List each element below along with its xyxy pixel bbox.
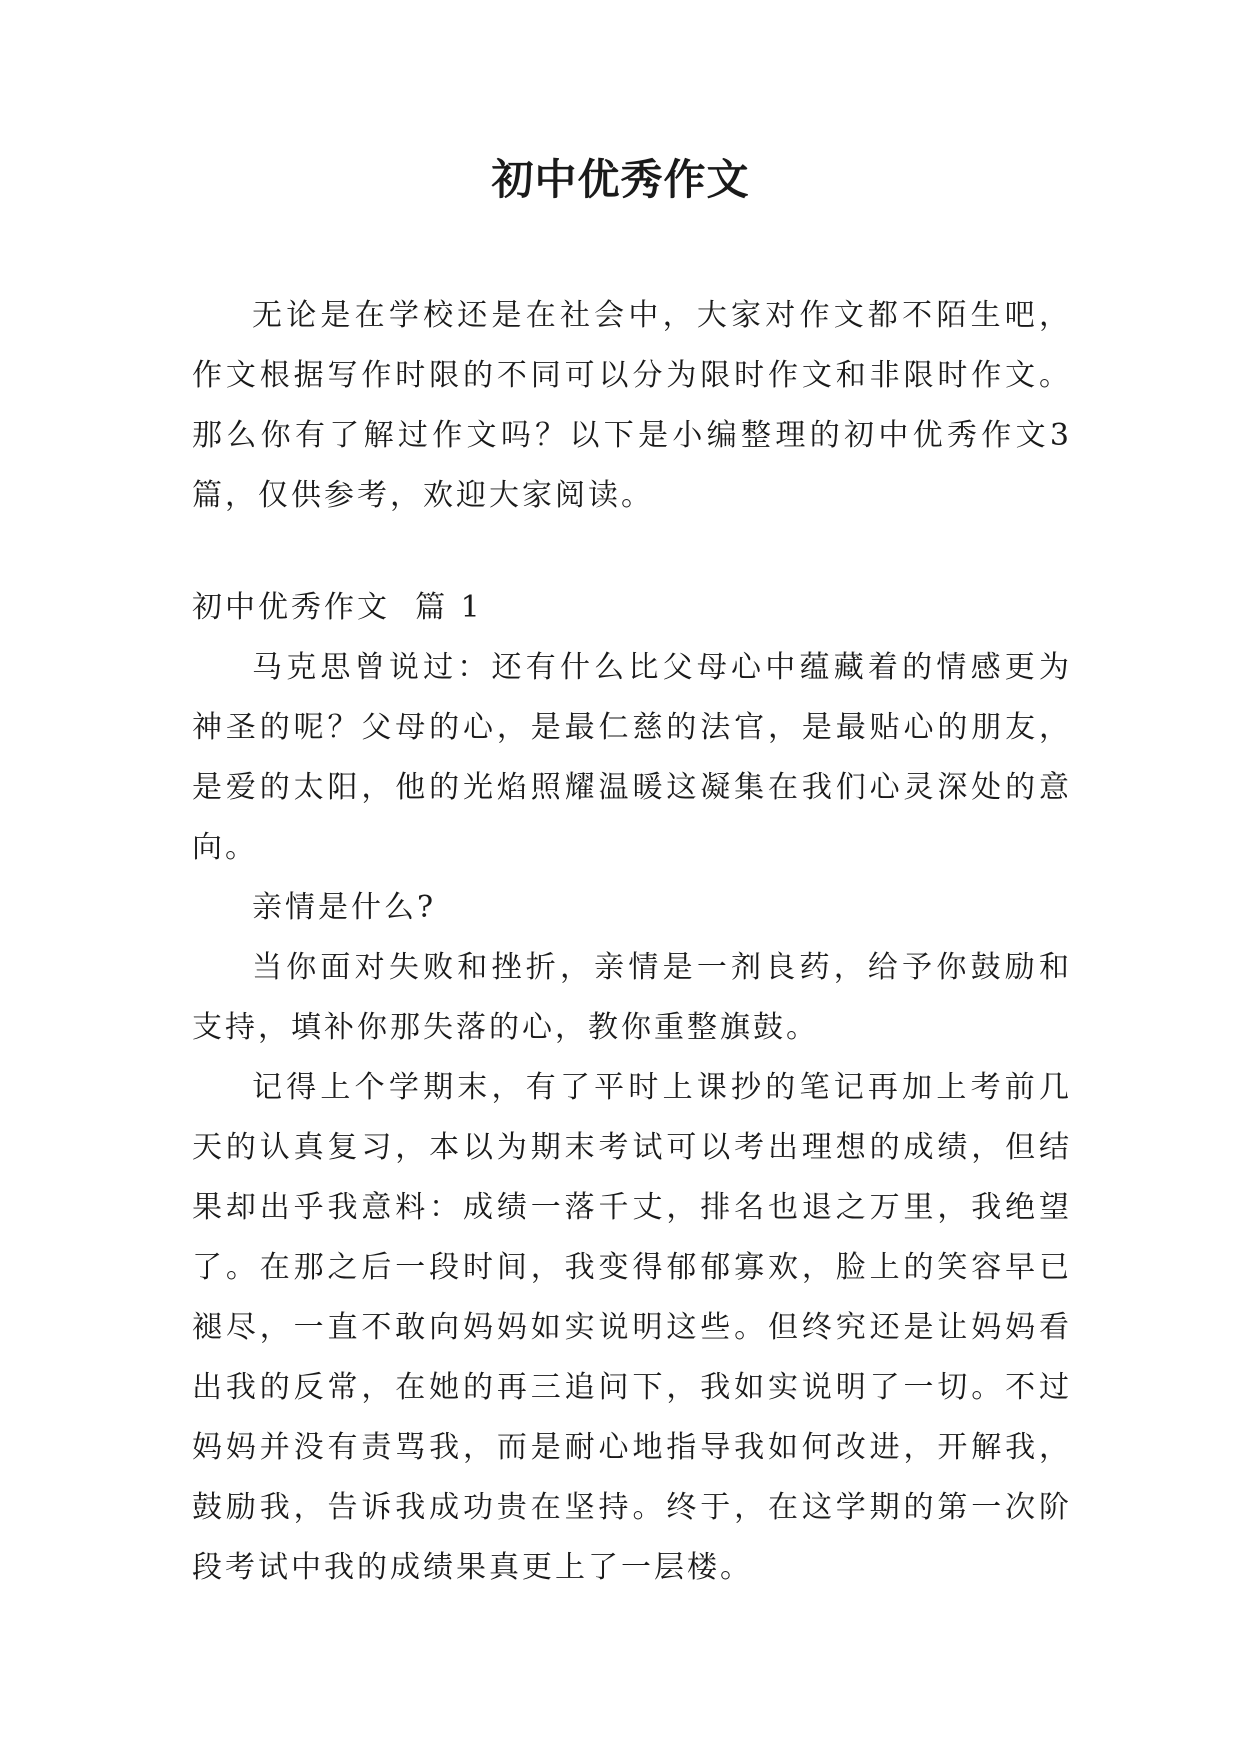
essay-paragraph: 亲情是什么? <box>252 890 437 925</box>
essay-block <box>192 578 1072 1598</box>
section-heading: 初中优秀作文 篇 1 <box>192 590 483 625</box>
essay-paragraph: 记得上个学期末，有了平时上课抄的笔记再加上考前几天的认真复习，本以为期末考试可以考出理想的成绩，但结果却出乎我意料：成绩一落千丈，排名也退之万里，我绝望了。在那之后一段时间，我变得郁郁寡欢，脸上的笑容早已褪尽，一直不敢向妈妈如实说明这些。但终究还是让妈妈看出我的反常，在她的再三追问下，我如实说明了一切。不过妈妈并没有责骂我，而是耐心地指导我如何改进，开解我，鼓励我，告诉我成功贵在坚持。终于，在这学期的第一次阶段考试中我的成绩果真更上了一层楼。 <box>192 1070 1072 1585</box>
intro-block <box>192 286 1072 526</box>
essay-paragraph: 当你面对失败和挫折，亲情是一剂良药，给予你鼓励和支持，填补你那失落的心，教你重整旗鼓。 <box>192 950 1072 1045</box>
essay-paragraph: 马克思曾说过：还有什么比父母心中蕴藏着的情感更为神圣的呢？父母的心，是最仁慈的法官，是最贴心的朋友，是爱的太阳，他的光焰照耀温暖这凝集在我们心灵深处的意向。 <box>192 650 1072 865</box>
document-title: 初中优秀作文 <box>491 155 750 204</box>
intro-paragraph: 无论是在学校还是在社会中，大家对作文都不陌生吧，作文根据写作时限的不同可以分为限时作文和非限时作文。那么你有了解过作文吗？以下是小编整理的初中优秀作文3篇，仅供参考，欢迎大家阅读。 <box>192 298 1072 513</box>
